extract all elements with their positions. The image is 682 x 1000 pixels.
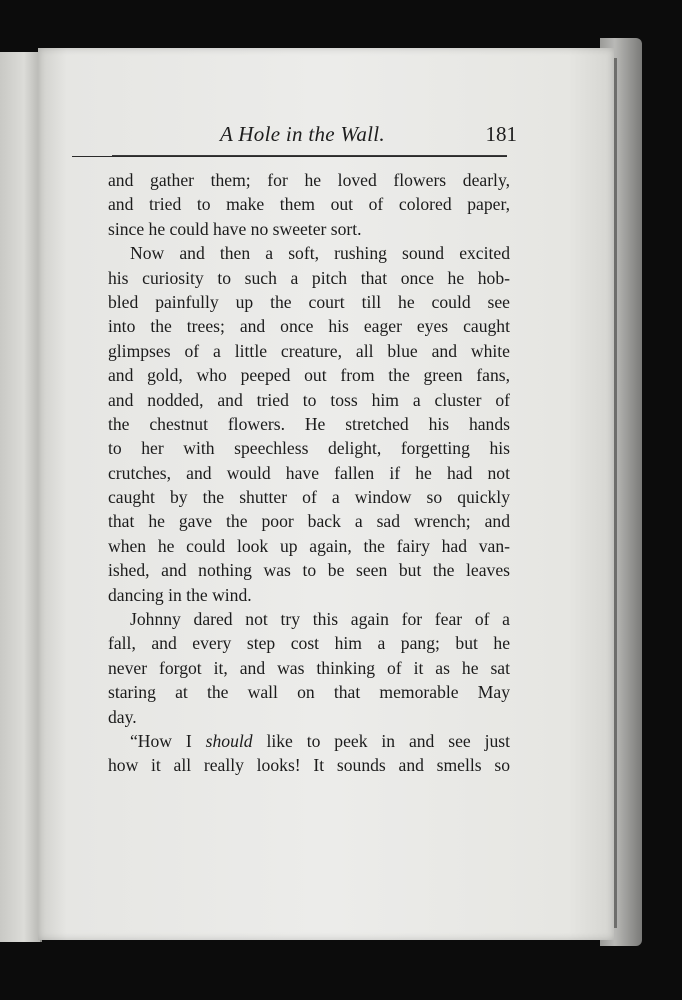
text-line: day. (108, 706, 137, 727)
emphasized-word: should (205, 730, 253, 751)
previous-page-edge (0, 52, 42, 942)
text-line: and gather them; for he loved flowers dearly, (108, 170, 510, 190)
text-line: the chestnut flowers. He stretched his hands (108, 413, 510, 434)
text-line: Johnny dared not try this again for fear of a (130, 609, 510, 630)
page-number: 181 (485, 122, 517, 146)
text-line: and tried to make them out of colored paper, (108, 194, 510, 215)
text-line: that he gave the poor back a sad wrench; and (108, 511, 510, 532)
quote-prefix: “How I (130, 730, 206, 751)
text-line: ished, and nothing was to be seen but the leaves (108, 560, 510, 581)
text-line: staring at the wall on that memorable May (108, 682, 510, 703)
text-line: dancing in the wind. (108, 584, 252, 605)
text-line: how it all really looks! It sounds and smells so (108, 755, 510, 776)
text-line: fall, and every step cost him a pang; but he (108, 633, 510, 654)
text-line: since he could have no sweeter sort. (108, 218, 362, 239)
text-line: into the trees; and once his eager eyes caught (108, 316, 510, 337)
text-line: bled painfully up the court till he could see (108, 291, 510, 312)
text-line: crutches, and would have fallen if he had not (108, 462, 510, 483)
quote-rest: like to peek in and see just (266, 730, 510, 751)
page-header (70, 80, 517, 146)
text-line: Now and then a soft, rushing sound excited (130, 243, 510, 264)
text-line: glimpses of a little creature, all blue and white (108, 340, 510, 361)
text-line: his curiosity to such a pitch that once he hob- (108, 267, 510, 288)
running-title: A Hole in the Wall. (220, 122, 385, 146)
text-line: never forgot it, and was thinking of it as he sat (108, 657, 510, 678)
body-text (108, 168, 510, 778)
header-rule (72, 156, 507, 157)
text-line: and nodded, and tried to toss him a cluster of (108, 389, 510, 410)
text-line-with-emphasis (108, 729, 510, 753)
text-line: and gold, who peeped out from the green fans, (108, 365, 510, 386)
text-line: when he could look up again, the fairy had van- (108, 535, 510, 556)
text-line: to her with speechless delight, forgetting his (108, 438, 510, 459)
text-line: caught by the shutter of a window so quickly (108, 487, 510, 508)
